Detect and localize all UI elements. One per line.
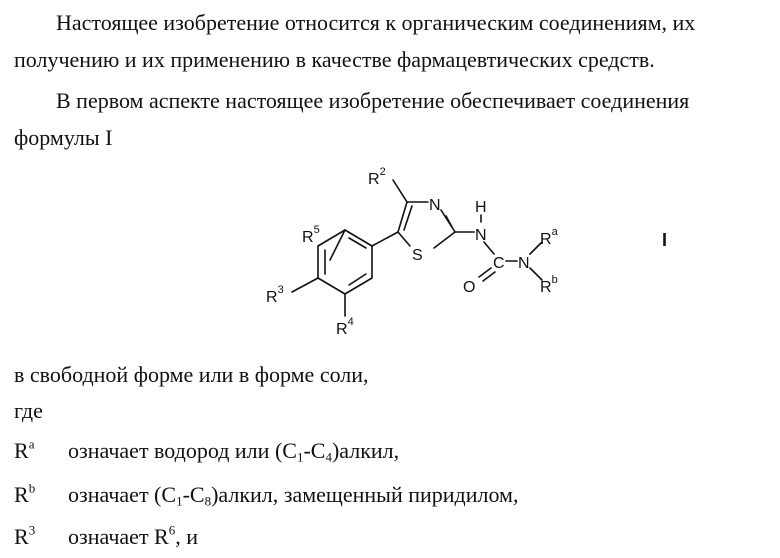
benzene-ring (318, 230, 372, 294)
definition-text: означает $(C_1-C_8)алкил$, замещенный пиридилом, (68, 482, 519, 509)
definition-text: означает водород или $(C_1-C_4)алкил$, (68, 438, 400, 465)
paragraph-2-line-2: формулы I (14, 125, 113, 150)
paragraph-2-line-1: В первом аспекте настоящее изобретение обеспечивает соединения (56, 88, 690, 113)
bond-r3 (292, 278, 318, 292)
where-text: где (14, 398, 43, 423)
formula-label: I (662, 230, 668, 250)
atom-r2: $R^2$ (368, 166, 386, 188)
atom-r5: $R^5$ (302, 224, 320, 246)
atom-n-ring: N (429, 197, 441, 214)
atom-n-amine: N (475, 227, 487, 244)
bond-phenyl-thiazole (372, 232, 398, 246)
atom-n-urea: N (518, 255, 530, 272)
atom-s-ring: S (412, 247, 423, 264)
definition-symbol: $R^a$ (14, 436, 35, 463)
definition-symbol: $R^3$ (14, 522, 36, 549)
atom-c-carbonyl: C (493, 255, 505, 272)
atom-ra: $R^a$ (540, 226, 558, 248)
atom-r4: $R^4$ (336, 316, 354, 338)
paragraph-1-line-1: Настоящее изобретение относится к органическим соединениям, их (56, 10, 696, 35)
atom-r3: $R^3$ (266, 284, 284, 306)
bond-r2 (393, 180, 407, 202)
thiazole-ring (398, 202, 455, 248)
chemical-structure-formula-i (0, 150, 780, 350)
definition-text: означает $R^6$, и (68, 522, 199, 549)
atom-h: H (475, 199, 487, 216)
free-form-text: в свободной форме или в форме соли, (14, 362, 369, 387)
definition-symbol: $R^b$ (14, 480, 36, 507)
atom-o-carbonyl: O (463, 279, 476, 296)
paragraph-1-line-2: получению и их применению в качестве фармацевтических средств. (14, 47, 655, 72)
atom-rb: $R^b$ (540, 274, 558, 296)
